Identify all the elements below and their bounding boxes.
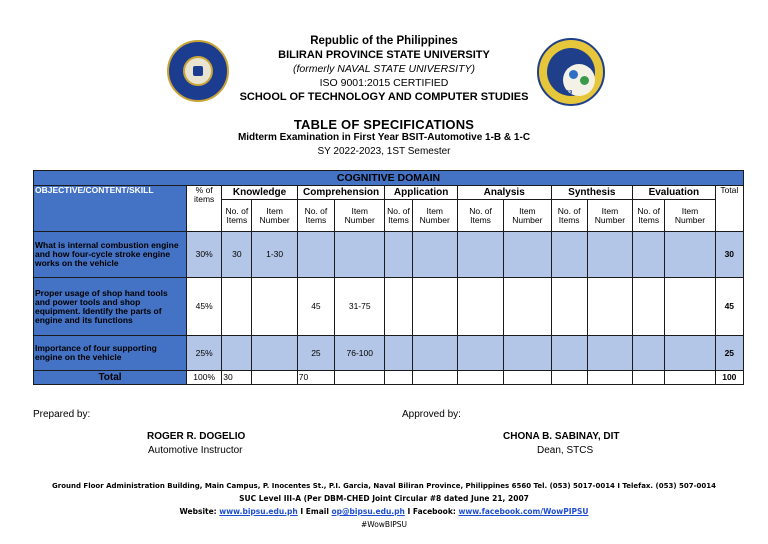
seal-year: 2019 <box>561 90 573 96</box>
synthesis-item-cell <box>587 278 632 336</box>
comprehension-item-cell <box>335 232 385 278</box>
knowledge-no-cell <box>222 336 252 371</box>
synthesis-no-cell <box>551 336 587 371</box>
application-item-cell <box>412 278 457 336</box>
comprehension-no-cell: 45 <box>297 278 334 336</box>
total-row-label: Total <box>34 371 187 385</box>
footer-suc: SUC Level III-A (Per DBM-CHED Joint Circular #8 dated June 21, 2007 <box>239 494 529 503</box>
total-row-comprehension-no: 70 <box>297 371 334 385</box>
analysis-no-cell <box>457 336 503 371</box>
application-no-cell <box>385 278 412 336</box>
total-row-empty <box>551 371 587 385</box>
synthesis-no-cell <box>551 232 587 278</box>
table-row <box>34 336 744 371</box>
doc-subtitle: Midterm Examination in First Year BSIT-Automotive 1-B & 1-C <box>237 132 531 143</box>
evaluation-no-cell <box>633 336 665 371</box>
total-row-empty <box>412 371 457 385</box>
objective-cell: Proper usage of shop hand tools and power tools and shop equipment. Identify the parts of engine and its functions <box>34 278 187 336</box>
level-knowledge: Knowledge <box>222 186 298 200</box>
analysis-no-cell <box>457 278 503 336</box>
objective-cell: Importance of four supporting engine on the vehicle <box>34 336 187 371</box>
comprehension-item-number-header: Item Number <box>335 200 385 232</box>
total-row-empty <box>633 371 665 385</box>
analysis-item-cell <box>504 278 551 336</box>
footer-address: Ground Floor Administration Building, Main Campus, P. Inocentes St., P.I. Garcia, Naval Biliran Province, Philippines 6560 Tel. (053) 5017-0014 I Telefax. (053) 507-0014 <box>52 482 716 490</box>
evaluation-no-items-header: No. of Items <box>633 200 665 232</box>
synthesis-item-number-header: Item Number <box>587 200 632 232</box>
evaluation-no-cell <box>633 232 665 278</box>
level-analysis: Analysis <box>457 186 551 200</box>
level-application: Application <box>385 186 458 200</box>
prepared-by-title: Automotive Instructor <box>148 445 243 456</box>
application-no-cell <box>385 336 412 371</box>
total-column-header: Total <box>715 186 743 232</box>
total-row-empty <box>335 371 385 385</box>
application-no-cell <box>385 232 412 278</box>
prepared-by-label: Prepared by: <box>33 409 91 420</box>
level-synthesis: Synthesis <box>551 186 633 200</box>
comprehension-item-cell: 31-75 <box>335 278 385 336</box>
knowledge-item-cell <box>252 278 297 336</box>
evaluation-no-cell <box>633 278 665 336</box>
total-cell: 45 <box>715 278 743 336</box>
synthesis-item-cell <box>587 232 632 278</box>
total-cell: 30 <box>715 232 743 278</box>
approved-by-label: Approved by: <box>402 409 461 420</box>
cognitive-domain-header: COGNITIVE DOMAIN <box>34 171 744 186</box>
evaluation-item-cell <box>665 232 715 278</box>
analysis-no-cell <box>457 232 503 278</box>
analysis-item-number-header: Item Number <box>504 200 551 232</box>
website-link[interactable]: www.bipsu.edu.ph <box>219 507 298 516</box>
total-row-empty <box>504 371 551 385</box>
total-row-empty <box>665 371 715 385</box>
comprehension-no-items-header: No. of Items <box>297 200 334 232</box>
level-comprehension: Comprehension <box>297 186 385 200</box>
knowledge-no-cell: 30 <box>222 232 252 278</box>
evaluation-item-number-header: Item Number <box>665 200 715 232</box>
table-row <box>34 278 744 336</box>
approved-by-name: CHONA B. SABINAY, DIT <box>503 431 620 442</box>
specifications-table <box>33 170 744 385</box>
knowledge-no-cell <box>222 278 252 336</box>
knowledge-item-cell: 1-30 <box>252 232 297 278</box>
total-row-total: 100 <box>715 371 743 385</box>
doc-title: TABLE OF SPECIFICATIONS <box>293 117 475 132</box>
application-no-items-header: No. of Items <box>385 200 412 232</box>
facebook-link[interactable]: www.facebook.com/WowPIPSU <box>458 507 589 516</box>
comprehension-no-cell: 25 <box>297 336 334 371</box>
knowledge-item-cell <box>252 336 297 371</box>
total-cell: 25 <box>715 336 743 371</box>
percent-cell: 45% <box>187 278 222 336</box>
table-row <box>34 232 744 278</box>
total-row <box>34 371 744 385</box>
school-year: SY 2022-2023, 1ST Semester <box>317 146 451 157</box>
application-item-cell <box>412 336 457 371</box>
total-row-empty <box>385 371 412 385</box>
percent-cell: 25% <box>187 336 222 371</box>
email-label: I Email <box>297 507 332 516</box>
total-row-empty <box>252 371 297 385</box>
knowledge-item-number-header: Item Number <box>252 200 297 232</box>
objective-column-header: OBJECTIVE/CONTENT/SKILL <box>34 186 187 232</box>
comprehension-item-cell: 76-100 <box>335 336 385 371</box>
university-name: BILIRAN PROVINCE STATE UNIVERSITY <box>278 49 490 61</box>
email-link[interactable]: op@bipsu.edu.ph <box>331 507 405 516</box>
percent-cell: 30% <box>187 232 222 278</box>
synthesis-no-items-header: No. of Items <box>551 200 587 232</box>
total-row-percent: 100% <box>187 371 222 385</box>
footer-links <box>0 507 768 516</box>
application-item-cell <box>412 232 457 278</box>
level-evaluation: Evaluation <box>633 186 716 200</box>
application-item-number-header: Item Number <box>412 200 457 232</box>
knowledge-no-items-header: No. of Items <box>222 200 252 232</box>
total-row-empty <box>587 371 632 385</box>
analysis-no-items-header: No. of Items <box>457 200 503 232</box>
synthesis-item-cell <box>587 336 632 371</box>
iso-line: ISO 9001:2015 CERTIFIED <box>319 77 449 89</box>
website-label: Website: <box>179 507 220 516</box>
facebook-label: I Facebook: <box>404 507 459 516</box>
school-name: SCHOOL OF TECHNOLOGY AND COMPUTER STUDIES <box>239 91 529 103</box>
formerly-line: (formerly NAVAL STATE UNIVERSITY) <box>292 63 476 75</box>
approved-by-title: Dean, STCS <box>537 445 594 456</box>
synthesis-no-cell <box>551 278 587 336</box>
evaluation-item-cell <box>665 336 715 371</box>
percent-column-header: % of items <box>187 186 222 232</box>
comprehension-no-cell <box>297 232 334 278</box>
analysis-item-cell <box>504 336 551 371</box>
evaluation-item-cell <box>665 278 715 336</box>
total-row-knowledge-no: 30 <box>222 371 252 385</box>
objective-cell: What is internal combustion engine and how four-cycle stroke engine works on the vehicle <box>34 232 187 278</box>
footer-hashtag: #WowBIPSU <box>360 520 408 529</box>
total-row-empty <box>457 371 503 385</box>
republic-line: Republic of the Philippines <box>310 35 458 47</box>
analysis-item-cell <box>504 232 551 278</box>
prepared-by-name: ROGER R. DOGELIO <box>147 431 246 442</box>
